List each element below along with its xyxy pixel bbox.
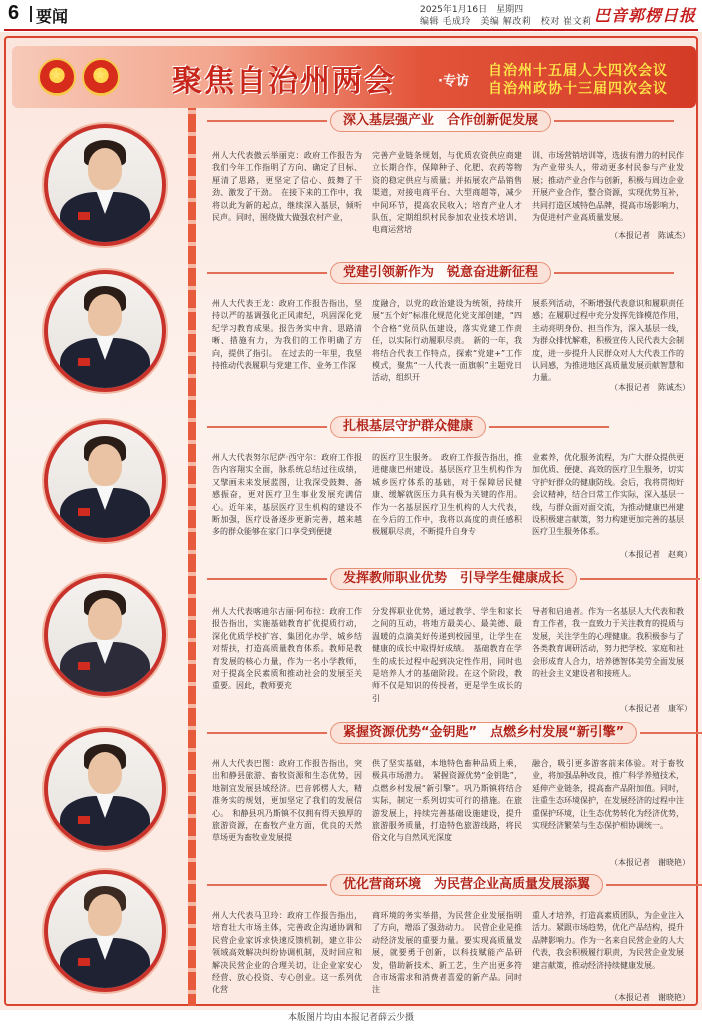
article-column: 州人大代表马卫玲：政府工作报告指出，培育壮大市场主体，完善政企沟通协调和民营企业家诉求快速反馈机制，建立非公领域高效解决纠纷协调机制，及时回应和解决民营企业的合理关切，让企业家安心经营、放心投资、专心创业。这一系列优化营 [212, 911, 362, 995]
article-column: 州人大代表傲云举丽克：政府工作报告为我们今年工作指明了方向、确定了目标、厘清了思路，更坚定了信心、鼓舞了干劲、激发了干劲。 在接下来的工作中，我将以此为新的起点，继续深入基层，倾听民声。同时，围绕做大做强农村产业， [212, 151, 362, 223]
page-header [0, 0, 702, 30]
reporter-byline: （本报记者 谢晓艳） [610, 993, 690, 1002]
article-column: 导者和启迪者。作为一名基层人大代表和教育工作者，我一直致力于关注教育的提质与发展，关注学生的心理健康。我积极参与了各类教育调研活动，努力把学校、家庭和社会形成育人合力，培养德智体美劳全面发展的社会主义建设者和接班人。 [532, 607, 684, 679]
delegate-portrait [44, 420, 166, 542]
article-column: 融合，吸引更多游客前来体验。对于畜牧业，将加强品种改良，推广科学养殖技术，延伸产业链条，提高畜产品附加值。同时，注重生态环境保护，在发展经济的过程中注重保护环境，让生态优势转化为经济优势，实现经济繁荣与生态保护相协调统一。 [532, 759, 684, 831]
banner-tag: ·专访 [438, 74, 469, 89]
photo-credit: 本版图片均由本报记者薛云少摄 [287, 1013, 414, 1023]
issue-date: 2025年1月16日 星期四 [420, 5, 524, 15]
article-column: 完善产业链条规划，与优质农资供应商建立长期合作，保障种子、化肥、农药等物资的稳定供应与质量；并拓展农产品销售渠道，对接电商平台、大型商超等，减少中间环节，提高农民收入；培育产业人才队伍，定期组织村民参加农业技术培训、电商运营培 [372, 151, 522, 235]
article-column: 州人大代表喀迪尔古丽·阿布拉：政府工作报告指出，实施基础教育扩优提质行动，深化优质学校扩容、集团化办学、城乡结对帮扶，打造高质量教育体系。教师是教育发展的核心力量，作为一名小学教师，对于提高全民素质和推动社会的发展至关重要。因此，教师要充 [212, 607, 362, 691]
article-title: 优化营商环境 为民营企业高质量发展添翼 [330, 874, 603, 896]
article-column: 州人大代表努尔尼萨·西守尔：政府工作报告内容翔实全面，脉系统总结过往成绩，又擘画未来发展蓝图，让我深受鼓舞、备感振奋，更对医疗卫生事业发展充满信心。近年来，基层医疗卫生机构的建设不断加强，医疗设备逐步更新完善，越来越多的群众能够在家门口享受到便捷 [212, 453, 362, 537]
delegate-portrait [44, 728, 166, 850]
article-column: 训、市场营销培训等，选拔有潜力的村民作为产业带头人，带动更多村民参与产业发展；推动产业合作与创新，积极与周边企业开展产业合作，整合资源，实现优势互补，共同打造区域特色品牌，提高市场影响力，为促进村产业高质量发展。 [532, 151, 684, 223]
delegate-portrait [44, 870, 166, 992]
banner-title: 聚焦自治州两会 [172, 64, 396, 99]
decorative-stripe [188, 70, 196, 1006]
reporter-byline: （本报记者 康军） [620, 704, 692, 713]
header-rule [4, 29, 698, 31]
page-number: 6 [8, 2, 20, 24]
newspaper-name: 巴音郭楞日报 [593, 6, 696, 25]
article-column: 州人大代表巴图：政府工作报告指出，突出和静县旅游、畜牧资源和生态优势，因地制宜发展县域经济。巴音郭楞人大，精准务实的规划，更加坚定了我们的发展信心。 和静县巩乃斯镇不仅拥有得天独厚的旅游资源，在畜牧产业方面，优良的天然草场更为畜牧业发展提 [212, 759, 362, 843]
cppcc-emblem-icon: ★ [82, 58, 120, 96]
article-column: 州人大代表王龙：政府工作报告指出，坚持以严的基调强化正风肃纪，巩固深化党纪学习教育成果。报告务实中肯、思路清晰、措施有力，为我们的工作明确了方向，提供了指引。 在过去的一年里，我坚持推动代表履职与党建工作、业务工作深 [212, 299, 362, 371]
delegate-portrait [44, 124, 166, 246]
banner-subtitle-congress: 自治州十五届人大四次会议 [488, 63, 668, 79]
article-column: 重人才培养，打造高素质团队，为企业注入活力。紧跟市场趋势，优化产品结构，提升品牌影响力。作为一名来自民营企业的人大代表，我会积极履行职责，为民营企业发展建言献策，推动经济持续健康发展。 [532, 911, 684, 970]
reporter-byline: （本报记者 谢晓艳） [610, 858, 690, 867]
article-column: 的医疗卫生服务。 政府工作报告指出，推进健康巴州建设。基层医疗卫生机构作为城乡医疗体系的基础，对于保障居民健康、缓解就医压力具有极为关键的作用。作为一名基层医疗卫生机构的人大代表，在今后的工作中，我将以高度的责任感积极履职尽责，不断提升自身专 [372, 453, 522, 537]
reporter-byline: （本报记者 陈诚杰） [610, 231, 690, 240]
article-title: 发挥教师职业优势 引导学生健康成长 [330, 568, 577, 590]
article-column: 业素养，优化服务流程，为广大群众提供更加优质、便捷、高效的医疗卫生服务，切实守护好群众的健康防线。会后，我将贯彻好会议精神，结合日常工作实际，深入基层一线，与群众面对面交流，为推动健康巴州建设积极建言献策，努力构建更加完善的基层医疗卫生服务体系。 [532, 453, 684, 537]
article-title: 紧握资源优势“金钥匙” 点燃乡村发展“新引擎” [330, 722, 637, 744]
editor-credits: 编辑 毛成玲 美编 解改莉 校对 崔文莉 [420, 17, 592, 27]
article-title: 扎根基层守护群众健康 [330, 416, 486, 438]
article-column: 商环境的务实举措，为民营企业发展指明了方向，增添了强劲动力。 民营企业是推动经济发展的重要力量。要实现高质量发展，就要勇于创新，以科技赋能产品研发，借助新技术、新工艺，生产出更多符合市场需求和消费者喜爱的新产品。同时注 [372, 911, 522, 995]
article-column: 度融合，以党的政治建设为统领，持续开展“五个好”标准化规范化党支部创建，“四个合格”党员队伍建设，落实党建工作责任，以实际行动履职尽责。 新的一年，我将结合代表工作特点，探索“党建+”工作模式，聚焦“一人代表一面旗帜”主题党日活动，组织开 [372, 299, 522, 383]
article-column: 展系列活动，不断增强代表意识和履职责任感；在履职过程中充分发挥先锋模范作用，主动亮明身份、担当作为，深入基层一线，为群众排忧解难，积极宣传人民代表大会制度，进一步提升人民群众对人大代表工作的认同感，为推进地区高质量发展贡献智慧和力量。 [532, 299, 684, 382]
section-name: 要闻 [36, 7, 69, 26]
banner-subtitle-cppcc: 自治州政协十三届四次会议 [488, 81, 668, 97]
article-column: 分发挥职业优势，通过教学、学生和家长之间的互动，将地方最美心、最美德、最温暖的点滴美好传递到校园里，让学生在健康的成长中取得好成绩。 基础教育在学生的成长过程中起到决定性作用，同时也是培养人才的基础阶段。在这个阶段，教师不仅是知识的传授者，更是学生成长的引 [372, 607, 522, 703]
reporter-byline: （本报记者 陈诚杰） [610, 383, 690, 392]
delegate-portrait [44, 270, 166, 392]
article-title: 党建引领新作为 锐意奋进新征程 [330, 262, 551, 284]
article-column: 供了坚实基础，本地特色畜种品质上乘，极具市场潜力。 紧握资源优势“金钥匙”，点燃乡村发展“新引擎”。巩乃斯镇将结合实际，制定一系列切实可行的措施。在旅游发展上，持续完善基础设施建设，提升旅游服务质量，打造特色旅游线路，将民俗文化与自然风光深度 [372, 759, 522, 843]
delegate-portrait [44, 574, 166, 696]
reporter-byline: （本报记者 赵爽） [620, 550, 692, 559]
national-emblem-icon: ★ [38, 58, 76, 96]
header-divider [30, 6, 32, 22]
article-title: 深入基层强产业 合作创新促发展 [330, 110, 551, 132]
